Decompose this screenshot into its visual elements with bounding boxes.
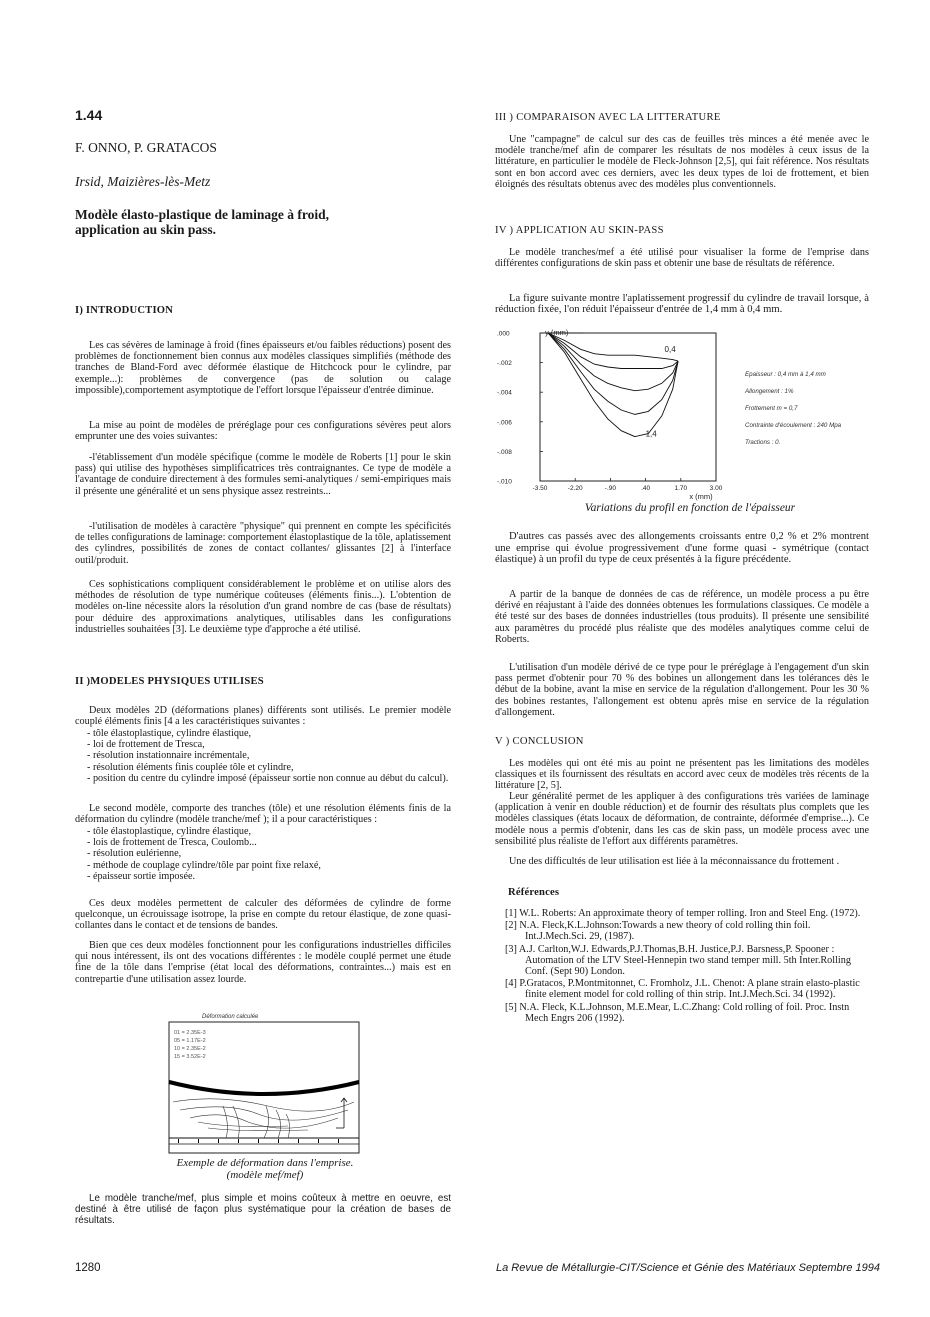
x-tick-label: .40 [641,485,651,492]
curve-label: 0,4 [664,345,676,355]
paragraph: Deux modèles 2D (déformations planes) différents sont utilisés. Le premier modèle couplé éléments finis [4 a les caractéristiques suivantes : [75,705,451,728]
roll-profile [169,1082,359,1094]
authors: F. ONNO, P. GRATACOS [75,140,217,155]
reference-item: [3] A.J. Carlton,W.J. Edwards,P.J.Thomas,B.H. Justice,P.J. Barsness,P. Spooner : Automation of the LTV Steel-Hennepin two stand temper mill. 5th Inter.Rolling Conf. (Sept 90) London. [505,943,851,978]
y-tick-label: -.008 [497,448,512,456]
page-number: 1280 [75,1262,101,1274]
chart-notes [744,371,842,446]
list-item: - résolution eulérienne, [87,848,182,860]
paragraph: Leur généralité permet de les appliquer à des configurations très variées de laminage (application à venir en double réduction) et de fournir des résultats plus complets que les modèles classiques (états locaux de déformation, de contrainte, déformée d'emprise...). Ce modèle nous a permis d'obtenir, dans les cas de skin pass, un modèle process avec une sensibilité plus réaliste de l'effort aux différents paramètres. [495,791,869,847]
section-heading-comparison: III ) COMPARAISON AVEC LA LITTERATURE [495,112,721,123]
section-heading-models: II )MODELES PHYSIQUES UTILISES [75,676,264,687]
paragraph: Bien que ces deux modèles fonctionnent pour les configurations industrielles difficiles qui nous intéressent, ils ont des vocations différentes : le modèle couplé permet une étude fine de la tôle dans l'emprise (état local des déformations, contraintes...) mais est en contrepartie d'une utilisation assez lourde. [75,940,451,985]
paragraph: Le modèle tranches/mef a été utilisé pour visualiser la forme de l'emprise dans différentes configurations de skin pass et obtenir une base de résultats de référence. [495,247,869,270]
chart-note: Frottement m = 0,7 [745,405,798,412]
reference-item: [4] P.Gratacos, P.Montmitonnet, C. Fromholz, J.L. Chenot: A plane strain elasto-plastic finite element model for cold rolling of thin strip. Int.J.Mech.Sci. 34 (1992). [505,978,860,1001]
list-item: - méthode de couplage cylindre/tôle par point fixe relaxé, [87,859,321,871]
chart-note: Allongement : 1% [745,388,794,395]
fig-legend-line: 15 = 3.52E-2 [174,1054,206,1060]
list-item: - résolution éléments finis couplée tôle et cylindre, [87,761,294,773]
deformation-contours [173,1099,354,1138]
mesh-tick-marks [178,1139,339,1143]
y-tick-label: -.002 [497,360,512,368]
journal-footer: La Revue de Métallurgie-CIT/Science et Génie des Matériaux Septembre 1994 [496,1262,880,1274]
y-axis-label: y (mm) [545,328,569,337]
affiliation: Irsid, Maizières-lès-Metz [75,174,211,189]
references-list [505,908,869,1025]
fig-legend-line: 01 = 2.35E-3 [174,1030,206,1036]
curve-label: 1,4 [645,429,657,439]
x-tick-label: -.90 [604,485,617,492]
paper-number: 1.44 [75,107,103,123]
fig-title: Déformation calculée [202,1014,259,1020]
paragraph: Le modèle tranche/mef, plus simple et moins coûteux à mettre en oeuvre, est destiné à être utilisé de façon plus systématique pour la création de bases de résultats. [75,1193,451,1226]
section-heading-skin-pass: IV ) APPLICATION AU SKIN-PASS [495,225,664,236]
profile-chart [495,326,875,502]
paragraph: A partir de la banque de données de cas de référence, un modèle process a pu être dérivé en réajustant à l'aide des données obtenues les formulations classiques. Ce modèle a été testé sur des bases de données industrielles (tous produits). Il présente une sensibilité aux paramètres du procédé plus réaliste que des modèles analytiques comme celui de Roberts. [495,589,869,645]
chart-note: Tractions : 0. [745,439,781,446]
fig-legend-line: 10 = 2.35E-2 [174,1046,206,1052]
reference-item: [5] N.A. Fleck, K.L.Johnson, M.E.Mear, L.C.Zhang: Cold rolling of foil. Proc. Instn Mech Engrs 206 (1992). [505,1001,850,1024]
list-item: - position du centre du cylindre imposé (épaisseur sortie non connue au début du calcul). [87,772,449,784]
paragraph: La mise au point de modèles de préréglage pour ces configurations sévères peut alors emprunter une des voies suivantes: [75,420,451,443]
reference-item: [2] N.A. Fleck,K.L.Johnson:Towards a new theory of cold rolling thin foil. Int.J.Mech.Sci. 29, (1987). [505,920,811,943]
chart-note: Epaisseur : 0,4 mm à 1,4 mm [745,371,826,378]
fig-legend-line: 05 = 1.17E-2 [174,1038,206,1044]
figure-caption-deformation: Exemple de déformation dans l'emprise. (modèle mef/mef) [176,1157,354,1181]
x-tick-label: 1.70 [674,485,688,492]
profile-curve [548,333,678,369]
references-heading: Références [508,887,560,898]
paragraph: La figure suivante montre l'aplatissement progressif du cylindre de travail lorsque, à réduction fixée, l'on réduit l'épaisseur d'entrée de 1,4 mm à 0,4 mm. [495,293,869,316]
paragraph: Une des difficultés de leur utilisation est liée à la méconnaissance du frottement . [509,856,840,867]
profile-curve [548,333,678,414]
reference-item: [1] W.L. Roberts: An approximate theory of temper rolling. Iron and Steel Eng. (1972). [505,908,861,919]
y-tick-label: -.010 [497,478,512,486]
paragraph: Ces deux modèles permettent de calculer des déformées de cylindre de forme quelconque, un écrouissage isotrope, la prise en compte du retour élastique, de zone quasi-collantes dans le contact et de tensions de bandes. [75,898,451,932]
paragraph: Les modèles qui ont été mis au point ne présentent pas les limitations des modèles classiques et ils fournissent des résultats en accord avec ceux de modèles très récents de la littérature [2, 5]. [495,758,869,792]
list-item: - épaisseur sortie imposée. [87,870,196,882]
x-axis-label: x (mm) [689,492,713,501]
list-item: - lois de frottement de Tresca, Coulomb... [87,837,257,849]
list-item: - résolution instationnaire incrémentale, [87,750,250,762]
deformation-mesh-plot [168,1010,360,1155]
section-heading-intro: I) INTRODUCTION [75,305,174,316]
list-item: - loi de frottement de Tresca, [87,739,205,751]
model-1-features-list [75,728,451,784]
paragraph: Une "campagne" de calcul sur des cas de feuilles très minces a été menée avec le modèle tranche/mef afin de comparer les résultats de nos modèles à ceux issus de la littérature, en particulier le modèle de Fleck-Johnson [2,5], qui fait référence. Nos résultats sont en bon accord avec ces derniers, avec les deux types de loi de frottement, et bien éloignés des résultats obtenus avec des modèles plus conventionnels. [495,134,869,190]
x-tick-label: -2.20 [567,485,583,492]
list-item: - tôle élastoplastique, cylindre élastique, [87,728,252,739]
paragraph: L'utilisation d'un modèle dérivé de ce type pour le préréglage à l'engagement d'un skin pass permet d'obtenir pour 70 % des bobines un allongement dans les tolérances dès le début de la bobine, avant la mise en service de la régulation d'allongement. Pour les 30 % des bobines restantes, l'allongement est obtenu après mise en service de la régulation d'allongement. [495,662,869,718]
list-item: - tôle élastoplastique, cylindre élastique, [87,826,252,837]
paragraph: Le second modèle, comporte des tranches (tôle) et une résolution éléments finis de la déformation du cylindre (modèle tranche/mef ); il a pour caractéristiques : [75,803,451,826]
paper-title: Modèle élasto-plastique de laminage à froid, application au skin pass. [75,207,329,237]
y-tick-label: -.004 [497,389,512,397]
paragraph: Ces sophistications compliquent considérablement le problème et on utilise alors des méthodes de résolution de type numérique coûteuses (éléments finis...). L'obtention de modèles on-line nécessite alors la résolution d'un grand nombre de cas (base de résultats) pour déduire des approximations analytiques, utilisables dans les configurations industrielles souhaitées [3]. Le deuxième type d'approche a été utilisé. [75,579,451,635]
chart-note: Contrainte d'écoulement : 240 Mpa [745,422,842,429]
model-2-features-list [75,826,451,882]
x-tick-label: 3.00 [709,485,723,492]
y-tick-label: .000 [497,330,510,338]
paragraph: -l'utilisation de modèles à caractère "physique" qui prennent en compte les spécificités de telles configurations de laminage: comportement élastoplastique de la tôle, aplatissement des cylindres, possibilités de zones de contact collantes/ glissantes [2] à l'interface outil/produit. [75,521,451,566]
y-tick-label: -.006 [497,419,512,427]
figure-caption-profile: Variations du profil en fonction de l'épaisseur [584,502,796,514]
section-heading-conclusion: V ) CONCLUSION [495,736,584,747]
paragraph: Les cas sévères de laminage à froid (fines épaisseurs et/ou faibles réductions) posent des problèmes de fonctionnement bien connus aux modèles classiques simplifiés (méthode des tranches de Bland-Ford avec déformée élastique de Hitchcock pour le cylindre, par exemple...): problèmes de convergence (pas de solution ou calage impossible),comportement asymptotique de l'effort lorsque l'épaisseur d'entrée diminue. [75,340,451,396]
x-tick-label: -3.50 [532,485,548,492]
deformation-figure [168,1010,360,1155]
paragraph: -l'établissement d'un modèle spécifique (comme le modèle de Roberts [1] pour le skin pass) qui utilise des hypothèses simplificatrices très contraignantes. Ce type de modèle a l'avantage de conduire directement à des formules semi-analytiques / semi-empiriques mais il présente une généralité et un sens physique assez restreints... [75,452,451,497]
paragraph: D'autres cas passés avec des allongements croissants entre 0,2 % et 2% montrent une emprise qui évolue progressivement d'une forme quasi - symétrique (contact élastique) à un profil du type de ceux présentés à la figure précédente. [495,531,869,565]
